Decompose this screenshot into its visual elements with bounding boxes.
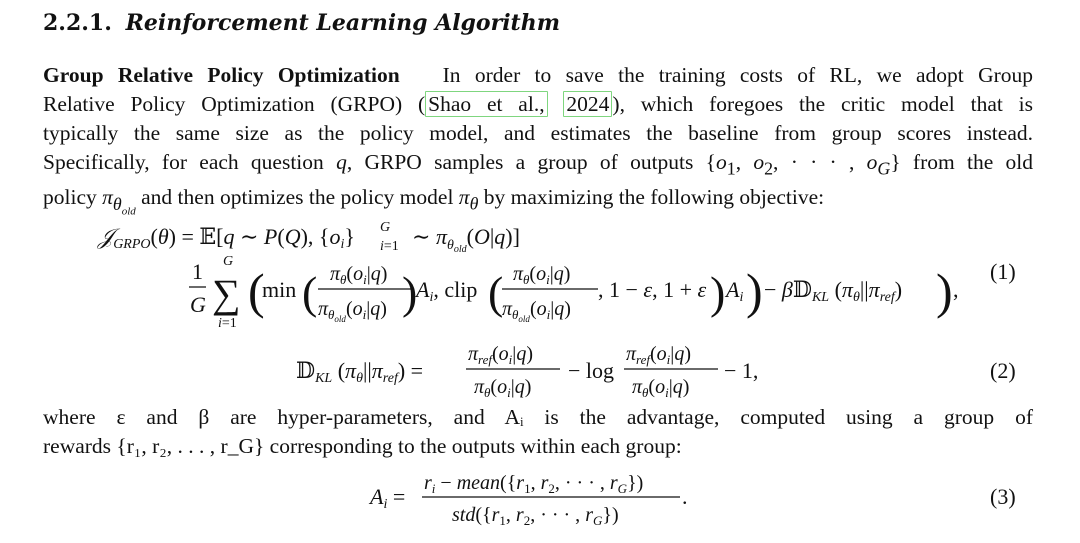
- svg-text:𝒥GRPO(θ) = 𝔼[q ∼ P(Q), {oi}: 𝒥GRPO(θ) = 𝔼[q ∼ P(Q), {oi}: [98, 224, 355, 252]
- svg-text:πθold(oi|q): $\pi_\theta old(o_i|q)$: [502, 298, 571, 324]
- svg-text:− log: − log: [568, 358, 615, 383]
- svg-text:πθ(oi|q): $\pi_\theta(o_i|q)$: [330, 263, 388, 287]
- section-title: Reinforcement Learning Algorithm: [125, 10, 560, 36]
- svg-text:πθ(oi|q): $\pi_\theta(o_i|q)$: [632, 376, 690, 400]
- kl-divergence-equation: [296, 343, 758, 400]
- svg-text:,: ,: [953, 277, 959, 302]
- svg-text:Ai: Ai: [726, 277, 744, 305]
- equation-number-1: (1): [990, 259, 1016, 284]
- svg-text:i=1: i=1: [380, 239, 399, 254]
- svg-text:): ): [746, 263, 763, 319]
- svg-text:∼ πθold(O|q)]: ∼ $\pi_\theta old(O|q)$]: [412, 224, 520, 255]
- svg-text:G: G: [223, 254, 234, 269]
- objective-body: [189, 254, 959, 331]
- svg-text:Ai =: Ai =: [370, 484, 406, 512]
- svg-text:std({r1, r2, · · · , rG}): $std(\{r_1$, $r_2$, · · · , $r_G$}): [452, 504, 619, 528]
- section-number: 2.2.1.: [43, 10, 112, 36]
- svg-text:, 1 − ε, 1 + ε: , 1 − ε, 1 + ε: [598, 277, 707, 302]
- svg-text:𝔻KL (πθ||πref) =: 𝔻KL (πθ||πref) =: [296, 358, 424, 386]
- paragraph-text: ), which foregoes the critic model that is: [612, 92, 1033, 116]
- svg-text:): ): [402, 267, 418, 318]
- svg-text:.: .: [682, 484, 688, 509]
- svg-text:πθ(oi|q): $\pi_\theta(o_i|q)$: [513, 263, 571, 287]
- svg-text:(: (: [248, 263, 265, 319]
- svg-text:i=1: i=1: [218, 316, 237, 331]
- citation-link-year[interactable]: 2024: [563, 91, 612, 117]
- svg-text:min: min: [262, 277, 297, 302]
- citation-link-author[interactable]: Shao et al.,: [425, 91, 547, 117]
- paragraph-line: where ε and β are hyper-parameters, and Aᵢ is the advantage, computed using a group of: [43, 405, 1033, 429]
- svg-text:G: G: [190, 292, 206, 317]
- svg-text:): ): [710, 267, 726, 318]
- advantage-equation: [368, 472, 688, 528]
- svg-text:πref(oi|q): $\pi_{ref}(o_i|q)$: [626, 343, 691, 367]
- paragraph-text: by maximizing the following objective:: [483, 185, 825, 210]
- paragraph-text: policy: [43, 185, 97, 210]
- paragraph-text: from the old: [912, 150, 1033, 174]
- paragraph-line: typically the same size as the policy model, and estimates the baseline from group scores instead.: [43, 121, 1033, 145]
- svg-text:): ): [936, 263, 953, 319]
- paragraph-text: and then optimizes the policy model: [141, 185, 454, 210]
- svg-text:− 1,: − 1,: [724, 358, 759, 383]
- paragraph-text: Relative Policy Optimization (GRPO) (: [43, 92, 426, 116]
- svg-text:∑: ∑: [212, 271, 241, 316]
- advantage-paragraph: [43, 403, 1033, 461]
- equation-number-3: (3): [990, 484, 1016, 509]
- svg-text:(: (: [302, 267, 318, 318]
- svg-text:G: G: [380, 220, 391, 235]
- paragraph-text: In order to save the training costs of RL, we adopt Group: [442, 63, 1034, 87]
- svg-text:ri − mean({r1, r2, · · · , rG}: $r_i$ − $mean(\{r_1$, $r_2$, · · · , $r_G$}): [424, 472, 644, 496]
- svg-text:πref(oi|q): $\pi_{ref}(o_i|q)$: [468, 343, 533, 367]
- svg-text:1: 1: [192, 259, 203, 284]
- svg-text:− β𝔻KL (πθ||πref): − β𝔻KL (πθ||πref): [764, 277, 903, 305]
- paragraph-heading: Group Relative Policy Optimization: [43, 63, 400, 87]
- paragraph-line: policy $\pi_{\theta_{old}}$ and then optimizes the policy model $\pi_\theta$ by maximizing the following objective:: [43, 185, 825, 218]
- svg-text:Ai, clip: Ai, clip: [416, 277, 478, 305]
- objective-definition: [97, 220, 520, 255]
- paragraph-line: rewards {r₁, r₂, . . . , r_G} corresponding to the outputs within each group:: [43, 434, 682, 458]
- svg-text:πθold(oi|q): $\pi_\theta old(o_i|q)$: [318, 298, 387, 324]
- paragraph-line: Specifically, for each question q, GRPO samples a group of outputs {$o_1$, $o_2$, · · · , $o_G$} from the old: [43, 150, 1033, 179]
- paragraph-text: Specifically, for each question: [43, 150, 324, 174]
- svg-text:πθ(oi|q): $\pi_\theta(o_i|q)$: [474, 376, 532, 400]
- svg-text:(: (: [488, 267, 504, 318]
- paragraph-text: , GRPO samples a group of outputs: [346, 150, 694, 174]
- equation-number-2: (2): [990, 358, 1016, 383]
